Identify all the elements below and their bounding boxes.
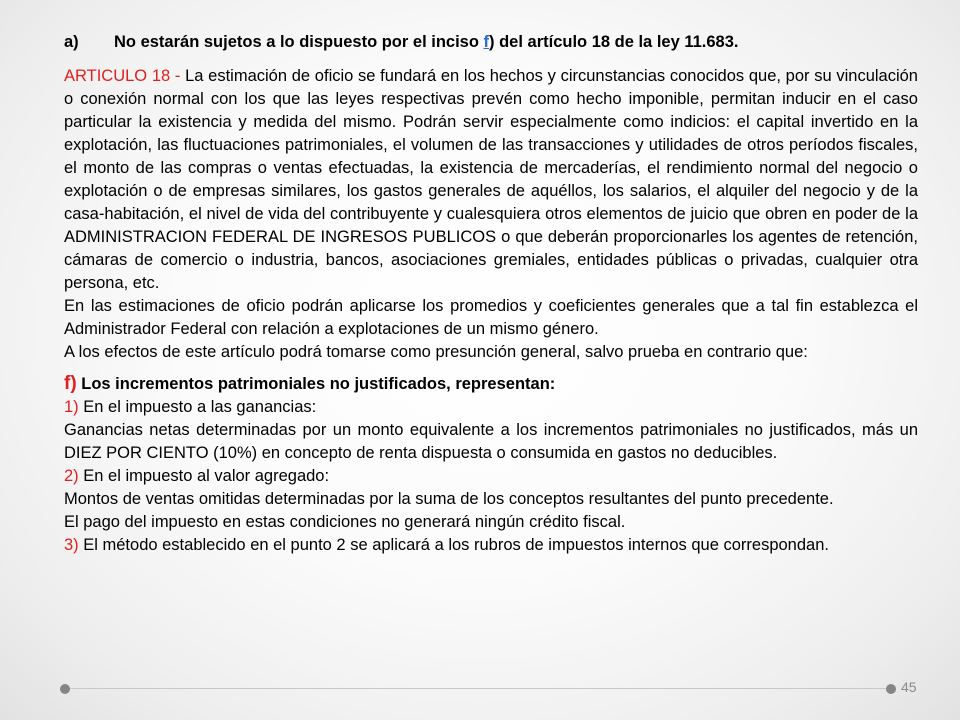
item-3-number: 3) [64, 536, 79, 554]
heading [64, 30, 918, 54]
item-1-label [64, 396, 918, 419]
section-f-letter: f) [64, 373, 77, 394]
heading-text-before: No estarán sujetos a lo dispuesto por el inciso [114, 33, 484, 51]
item-2-note: El pago del impuesto en estas condiciones no generará ningún crédito fiscal. [64, 513, 626, 531]
footer-divider [65, 688, 893, 689]
page-number: 45 [901, 679, 917, 695]
item-3 [64, 534, 918, 557]
item-1-label-text: En el impuesto a las ganancias: [78, 398, 317, 416]
article-paragraph-2: En las estimaciones de oficio podrán aplicarse los promedios y coeficientes generales que a tal fin establezca el Administrador Federal con relación a explotaciones de un mismo género. [64, 297, 918, 338]
article-paragraph-3: A los efectos de este artículo podrá tomarse como presunción general, salvo prueba en contrario que: [64, 343, 808, 361]
article-label: ARTICULO 18 - [64, 67, 186, 85]
item-2-label [64, 465, 918, 488]
inciso-f-link[interactable]: f [483, 33, 490, 51]
section-f-heading [64, 372, 918, 396]
article-paragraph [64, 65, 918, 295]
item-2-number: 2) [64, 467, 79, 485]
item-2-label-text: En el impuesto al valor agregado: [78, 467, 330, 485]
heading-text-after: ) del artículo 18 de la ley 11.683. [489, 33, 739, 51]
item-2-body: Montos de ventas omitidas determinadas por la suma de los conceptos resultantes del punto precedente. [64, 490, 834, 508]
article-body: La estimación de oficio se fundará en los hechos y circunstancias conocidos que, por su vinculación o conexión normal con los que las leyes respectivas prevén como hecho imponible, permitan inducir en el caso particular la existencia y medida del mismo. Podrán servir especialmente como indicios: el capital invertido en la explotación, las fluctuaciones patrimoniales, el volumen de las transacciones y utilidades de otros períodos fiscales, el monto de las compras o ventas efectuadas, la existencia de mercaderías, el rendimiento normal del negocio o explotación o de empresas similares, los gastos generales de aquéllos, los salarios, el alquiler del negocio y de la casa-habitación, el nivel de vida del contribuyente y cualesquiera otros elementos de juicio que obren en poder de la ADMINISTRACION FEDERAL DE INGRESOS PUBLICOS o que deberán proporcionarles los agentes de retención, cámaras de comercio o industria, bancos, asociaciones gremiales, entidades públicas o privadas, cualquier otra persona, etc. [64, 67, 918, 292]
slide-content [64, 30, 918, 557]
item-3-text: El método establecido en el punto 2 se aplicará a los rubros de impuestos internos que correspondan. [78, 536, 829, 554]
footer-dot-left [60, 684, 70, 694]
item-1-number: 1) [64, 398, 79, 416]
heading-marker: a) [64, 33, 79, 51]
item-1-body: Ganancias netas determinadas por un monto equivalente a los incrementos patrimoniales no justificados, más un DIEZ POR CIENTO (10%) en concepto de renta dispuesta o consumida en gastos no deducibles. [64, 421, 918, 462]
footer-dot-right [886, 684, 896, 694]
section-f-title: Los incrementos patrimoniales no justificados, representan: [76, 375, 556, 393]
